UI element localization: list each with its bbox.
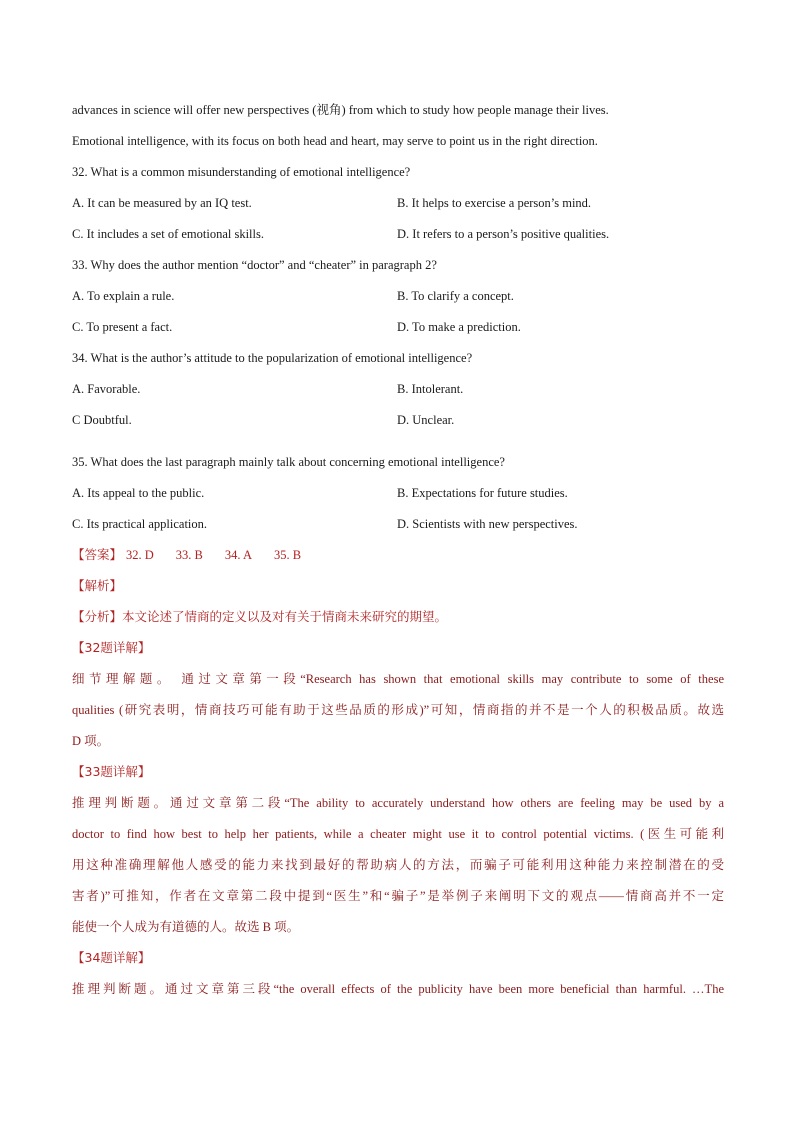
q33-explanation-line: 用这种准确理解他人感受的能力来找到最好的帮助病人的方法，而骗子可能利用这种能力来控制潜在的受 (72, 858, 724, 872)
question-35-options-row-1 (72, 483, 724, 514)
answer-line (72, 545, 724, 576)
option-a: A. Favorable. (72, 382, 141, 396)
q32-explanation-line: qualities (研究表明，情商技巧可能有助于这些品质的形成)”可知，情商指的并不是一个人的积极品质。故选 (72, 703, 724, 717)
option-d: D. Scientists with new perspectives. (397, 517, 578, 531)
question-32-stem: 32. What is a common misunderstanding of emotional intelligence? (72, 165, 411, 179)
q32-explanation-line: D 项。 (72, 734, 110, 748)
q33-explanation-line: 害者)”可推知，作者在文章第二段中提到“医生”和“骗子”是举例子来阐明下文的观点——情商高并不一定 (72, 889, 724, 903)
passage-line: Emotional intelligence, with its focus on both head and heart, may serve to point us in the right direction. (72, 134, 598, 148)
option-c: C. Its practical application. (72, 517, 208, 531)
answer-item: 32. D (126, 548, 154, 562)
document-page (72, 100, 724, 1010)
answer-item: 34. A (224, 548, 252, 562)
fenxi-label: 【分析】 (72, 609, 123, 624)
option-b: B. Intolerant. (397, 382, 464, 396)
fenxi-line (72, 607, 724, 638)
option-a: A. It can be measured by an IQ test. (72, 196, 252, 210)
answer-item: 35. B (273, 548, 302, 562)
fenxi-text: 本文论述了情商的定义以及对有关于情商未来研究的期望。 (122, 609, 448, 624)
question-34-options-row-1 (72, 379, 724, 410)
question-33-options-row-2 (72, 317, 724, 348)
option-b: B. It helps to exercise a person’s mind. (397, 196, 592, 210)
option-c: C Doubtful. (72, 413, 132, 427)
spacer (72, 441, 724, 452)
q32-heading: 【32题详解】 (72, 640, 151, 655)
answer-label: 【答案】 (72, 547, 123, 562)
passage-line: advances in science will offer new perspectives (视角) from which to study how people manage their lives. (72, 103, 609, 117)
option-c: C. It includes a set of emotional skills. (72, 227, 264, 241)
option-d: D. Unclear. (397, 413, 455, 427)
option-b: B. Expectations for future studies. (397, 486, 568, 500)
q34-explanation-line: 推理判断题。通过文章第三段“the overall effects of the publicity have been more beneficial than harmful. …The (72, 982, 724, 996)
question-33-options-row-1 (72, 286, 724, 317)
option-c: C. To present a fact. (72, 320, 173, 334)
q33-explanation-line: 推理判断题。通过文章第二段“The ability to accurately understand how others are feeling may be used by a (72, 796, 724, 810)
q32-explanation-line: 细节理解题。 通过文章第一段“Research has shown that emotional skills may contribute to some of these (72, 672, 724, 686)
q33-explanation-line: doctor to find how best to help her patients, while a cheater might use it to control potential victims. (医生可能利 (72, 827, 724, 841)
option-a: A. Its appeal to the public. (72, 486, 205, 500)
jiexi-heading: 【解析】 (72, 578, 123, 593)
option-d: D. It refers to a person’s positive qualities. (397, 227, 610, 241)
option-b: B. To clarify a concept. (397, 289, 514, 303)
q34-heading: 【34题详解】 (72, 950, 151, 965)
question-34-stem: 34. What is the author’s attitude to the popularization of emotional intelligence? (72, 351, 473, 365)
question-33-stem: 33. Why does the author mention “doctor” and “cheater” in paragraph 2? (72, 258, 437, 272)
question-32-options-row-1 (72, 193, 724, 224)
q33-explanation-line: 能使一个人成为有道德的人。故选 B 项。 (72, 920, 300, 934)
q33-heading: 【33题详解】 (72, 764, 151, 779)
answer-item: 33. B (175, 548, 203, 562)
question-34-options-row-2 (72, 410, 724, 441)
question-35-options-row-2 (72, 514, 724, 545)
question-32-options-row-2 (72, 224, 724, 255)
question-35-stem: 35. What does the last paragraph mainly talk about concerning emotional intelligence? (72, 455, 505, 469)
option-d: D. To make a prediction. (397, 320, 521, 334)
option-a: A. To explain a rule. (72, 289, 175, 303)
